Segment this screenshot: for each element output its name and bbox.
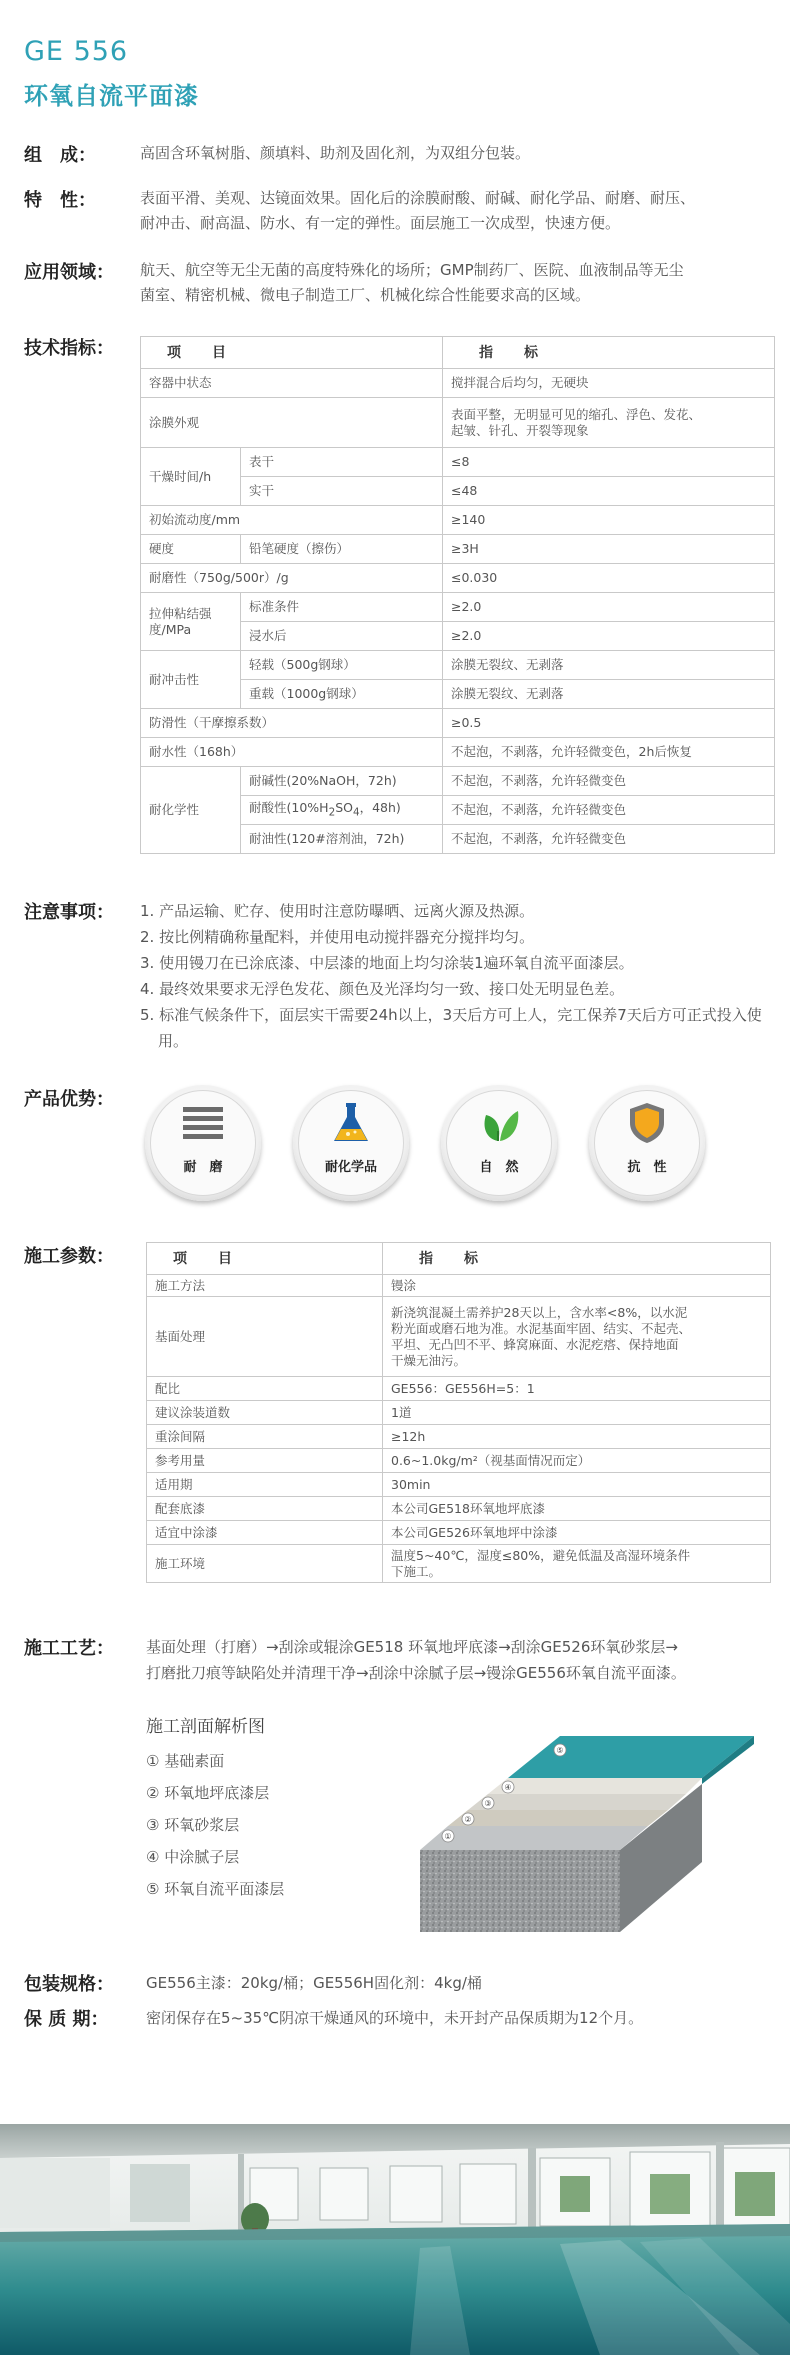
table-row: 拉伸粘结强 度/MPa 标准条件 ≥2.0 xyxy=(141,593,775,622)
layer-item: ② 环氧地坪底漆层 xyxy=(146,1784,270,1802)
table-row: 浸水后 ≥2.0 xyxy=(141,622,775,651)
shelf-label: 保 质 期： xyxy=(24,2009,109,2030)
table-row: 适宜中涂漆 本公司GE526环氧地坪中涂漆 xyxy=(147,1521,771,1545)
leaf-icon xyxy=(476,1101,522,1145)
application-text xyxy=(140,258,772,308)
packaging-label: 包装规格： xyxy=(24,1974,114,1995)
layer-item: ③ 环氧砂浆层 xyxy=(146,1816,240,1834)
table-row: 施工方法 镘涂 xyxy=(147,1275,771,1297)
cross-section-title: 施工剖面解析图 xyxy=(146,1717,265,1737)
layer-item: ⑤ 环氧自流平面漆层 xyxy=(146,1880,285,1898)
advantage-resistance xyxy=(589,1085,705,1201)
application-label: 应用领域： xyxy=(24,262,114,283)
process-label: 施工工艺： xyxy=(24,1638,114,1659)
product-code: GE 556 xyxy=(24,36,129,67)
advantage-label: 抗 性 xyxy=(627,1160,667,1175)
table-header-item: 项 目 xyxy=(141,337,443,369)
table-row: 耐冲击性 轻载（500g钢球） 涂膜无裂纹、无剥落 xyxy=(141,651,775,680)
tech-spec-table xyxy=(140,336,775,854)
table-row: 基面处理 新浇筑混凝土需养护28天以上，含水率<8%，以水泥 粉光面或磨石地为准。水泥基面牢固、结实、不起壳、 平坦、无凸凹不平、蜂窝麻面、水泥疙瘩、保持地面 干燥无油污。 xyxy=(147,1297,771,1377)
table-row: 耐油性(120#溶剂油，72h) 不起泡，不剥落，允许轻微变色 xyxy=(141,825,775,854)
table-row: 施工环境 温度5~40℃，湿度≤80%，避免低温及高湿环境条件 下施工。 xyxy=(147,1545,771,1583)
notes-list xyxy=(140,898,780,1054)
layer-item: ④ 中涂腻子层 xyxy=(146,1848,240,1866)
features-label: 特 性： xyxy=(24,190,96,211)
table-row: 实干 ≤48 xyxy=(141,477,775,506)
notes-label: 注意事项： xyxy=(24,902,114,923)
table-row: 重载（1000g钢球） 涂膜无裂纹、无剥落 xyxy=(141,680,775,709)
list-item: 1. 产品运输、贮存、使用时注意防曝晒、远离火源及热源。 xyxy=(140,902,535,920)
table-row: 适用期 30min xyxy=(147,1473,771,1497)
list-item: 2. 按比例精确称量配料，并使用电动搅拌器充分搅拌均匀。 xyxy=(140,928,535,946)
product-name: 环氧自流平面漆 xyxy=(24,82,199,110)
params-label: 施工参数： xyxy=(24,1246,114,1267)
advantage-label: 耐化学品 xyxy=(324,1160,377,1175)
params-table xyxy=(146,1242,771,1583)
table-row: 参考用量 0.6~1.0kg/m²（视基面情况而定） xyxy=(147,1449,771,1473)
table-row: 耐磨性（750g/500r）/g ≤0.030 xyxy=(141,564,775,593)
flask-icon xyxy=(328,1101,374,1145)
cross-section xyxy=(146,1712,786,1942)
packaging-text: GE556主漆：20kg/桶；GE556H固化剂：4kg/桶 xyxy=(146,1974,482,1992)
table-header-value: 指 标 xyxy=(443,337,775,369)
table-header-row xyxy=(147,1243,771,1275)
advantage-natural xyxy=(441,1085,557,1201)
table-row: 配套底漆 本公司GE518环氧地坪底漆 xyxy=(147,1497,771,1521)
layer-marker-label: ① xyxy=(444,1832,452,1841)
application-line: 航天、航空等无尘无菌的高度特殊化的场所；GMP制药厂、医院、血液制品等无尘 xyxy=(140,261,684,279)
table-row: 耐酸性($10\%H_2SO_4$，48h) 不起泡，不剥落，允许轻微变色 xyxy=(141,796,775,825)
layer-marker-label: ② xyxy=(464,1815,472,1824)
advantage-abrasion xyxy=(145,1085,261,1201)
layer-marker-label: ④ xyxy=(504,1783,512,1792)
table-row: 耐化学性 耐碱性(20%NaOH，72h) 不起泡，不剥落，允许轻微变色 xyxy=(141,767,775,796)
shield-icon xyxy=(624,1101,670,1145)
table-row: 防滑性（干摩擦系数） ≥0.5 xyxy=(141,709,775,738)
abrasion-icon xyxy=(180,1101,226,1145)
table-row: 配比 GE556：GE556H=5：1 xyxy=(147,1377,771,1401)
list-item: 5. 标准气候条件下，面层实干需要24h以上，3天后方可上人，完工保养7天后方可正式投入使用。 xyxy=(140,1006,762,1050)
tech-label: 技术指标： xyxy=(24,338,114,359)
advantages-row xyxy=(140,1085,670,1205)
application-line: 菌室、精密机械、微电子制造工厂、机械化综合性能要求高的区域。 xyxy=(140,286,591,304)
table-header-item: 项 目 xyxy=(147,1243,383,1275)
features-line: 耐冲击、耐高温、防水、有一定的弹性。面层施工一次成型，快速方便。 xyxy=(140,214,621,232)
advantage-label: 自 然 xyxy=(479,1160,519,1175)
process-line: 打磨批刀痕等缺陷处并清理干净→刮涂中涂腻子层→镘涂GE556环氧自流平面漆。 xyxy=(146,1664,686,1682)
shelf-text: 密闭保存在5~35℃阴凉干燥通风的环境中，未开封产品保质期为12个月。 xyxy=(146,2009,644,2027)
table-header-row xyxy=(141,337,775,369)
layer-item: ① 基础素面 xyxy=(146,1752,225,1770)
composition-label: 组 成： xyxy=(24,145,96,166)
list-item: 4. 最终效果要求无浮色发花、颜色及光泽均匀一致、接口处无明显色差。 xyxy=(140,980,625,998)
table-row: 耐水性（168h） 不起泡，不剥落，允许轻微变色，2h后恢复 xyxy=(141,738,775,767)
composition-text: 高固含环氧树脂、颜填料、助剂及固化剂，为双组分包装。 xyxy=(140,144,531,162)
features-text xyxy=(140,186,772,236)
advantages-label: 产品优势： xyxy=(24,1089,114,1110)
advantage-chemical xyxy=(293,1085,409,1201)
features-line: 表面平滑、美观、达镜面效果。固化后的涂膜耐酸、耐碱、耐化学品、耐磨、耐压、 xyxy=(140,189,696,207)
layer-stack-illustration xyxy=(420,1732,786,1932)
process-text xyxy=(146,1634,786,1686)
layer-marker-label: ⑤ xyxy=(556,1746,564,1755)
table-row: 干燥时间/h 表干 ≤8 xyxy=(141,448,775,477)
floor-photo xyxy=(0,2124,790,2355)
table-row: 初始流动度/mm ≥140 xyxy=(141,506,775,535)
table-row: 涂膜外观 表面平整，无明显可见的缩孔、浮色、发花、 起皱、针孔、开裂等现象 xyxy=(141,398,775,448)
table-row: 硬度 铅笔硬度（擦伤） ≥3H xyxy=(141,535,775,564)
list-item: 3. 使用镘刀在已涂底漆、中层漆的地面上均匀涂装1遍环氧自流平面漆层。 xyxy=(140,954,634,972)
table-row: 容器中状态 搅拌混合后均匀，无硬块 xyxy=(141,369,775,398)
table-row: 重涂间隔 ≥12h xyxy=(147,1425,771,1449)
layer-marker-label: ③ xyxy=(484,1799,492,1808)
process-line: 基面处理（打磨）→刮涂或辊涂GE518 环氧地坪底漆→刮涂GE526环氧砂浆层→ xyxy=(146,1638,678,1656)
table-header-value: 指 标 xyxy=(383,1243,771,1275)
advantage-label: 耐 磨 xyxy=(183,1160,223,1175)
table-row: 建议涂装道数 1道 xyxy=(147,1401,771,1425)
